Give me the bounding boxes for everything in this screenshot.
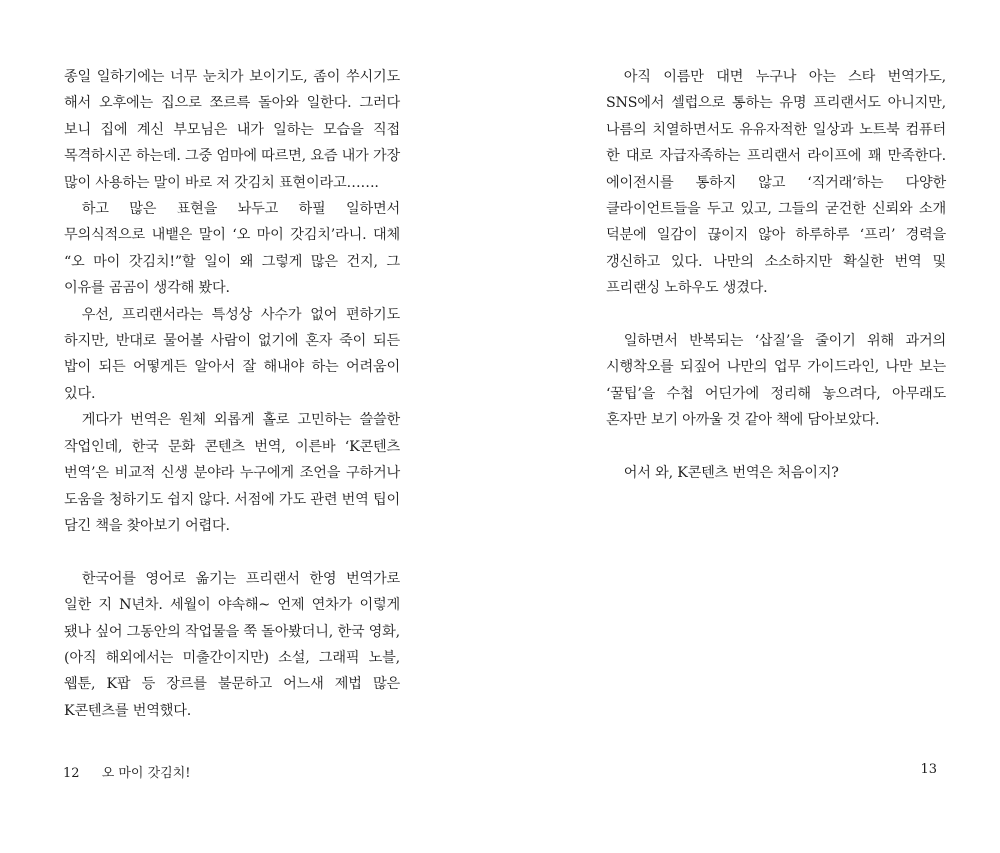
left-page-footer [63,762,191,781]
paragraph: 일하면서 반복되는 ‘삽질’을 줄이기 위해 과거의 시행착오를 되짚어 나만의 업무 가이드라인, 나만 보는 ‘꿀팁’을 수첩 어딘가에 정리해 놓으려다, 아무래도 혼자만 보기 아까울 것 같아 책에 담아보았다. [606,333,946,429]
running-title: 오 마이 갓김치! [101,766,191,781]
paragraph: 하고 많은 표현을 놔두고 하필 일하면서 무의식적으로 내뱉은 말이 ‘오 마이 갓김치’라니. 대체 “오 마이 갓김치!”할 일이 왜 그렇게 많은 건지, 그 이유를 곰곰이 생각해 봤다. [64,201,400,297]
right-page-body [606,64,946,486]
paragraph: 아직 이름만 대면 누구나 아는 스타 번역가도, SNS에서 셀럽으로 통하는 유명 프리랜서도 아니지만, 나름의 치열하면서도 유유자적한 일상과 노트북 컴퓨터 한 대로 자급자족하는 프리랜서 라이프에 꽤 만족한다. 에이전시를 통하지 않고 ‘직거래’하는 다양한 클라이언트들을 두고 있고, 그들의 굳건한 신뢰와 소개 덕분에 일감이 끊이지 않아 하루하루 ‘프리’ 경력을 갱신하고 있다. 나만의 소소하지만 확실한 번역 및 프리랜싱 노하우도 생겼다. [606,69,946,297]
paragraph-break [64,539,400,565]
paragraph: 게다가 번역은 원체 외롭게 홀로 고민하는 쓸쓸한 작업인데, 한국 문화 콘텐츠 번역, 이른바 ‘K콘텐츠 번역’은 비교적 신생 분야라 누구에게 조언을 구하거나 도움을 청하기도 쉽지 않다. 서점에 가도 관련 번역 팁이 담긴 책을 찾아보기 어렵다. [64,412,400,534]
page-number: 12 [63,766,80,781]
page-number: 13 [920,762,937,777]
right-page-footer [920,762,937,777]
left-page-body [64,64,400,724]
paragraph-break [606,302,946,328]
paragraph: 어서 와, K콘텐츠 번역은 처음이지? [623,465,839,482]
right-page [500,0,1000,853]
paragraph: 한국어를 영어로 옮기는 프리랜서 한영 번역가로 일한 지 N년차. 세월이 야속해~ 언제 연차가 이렇게 됐나 싶어 그동안의 작업물을 쭉 돌아봤더니, 한국 영화, (아직 해외에서는 미출간이지만) 소설, 그래픽 노블, 웹툰, K팝 등 장르를 불문하고 어느새 제법 많은 K콘텐츠를 번역했다. [64,570,400,719]
paragraph: 종일 일하기에는 너무 눈치가 보이기도, 좀이 쑤시기도 해서 오후에는 집으로 쪼르륵 돌아와 일한다. 그러다 보니 집에 계신 부모님은 내가 일하는 모습을 직접 목격하시곤 하는데. 그중 엄마에 따르면, 요즘 내가 가장 많이 사용하는 말이 바로 저 갓김치 표현이라고……. [64,69,400,191]
paragraph: 우선, 프리랜서라는 특성상 사수가 없어 편하기도 하지만, 반대로 물어볼 사람이 없기에 혼자 죽이 되든 밥이 되든 어떻게든 알아서 잘 해내야 하는 어려움이 있다. [64,306,400,402]
paragraph-break [606,434,946,460]
